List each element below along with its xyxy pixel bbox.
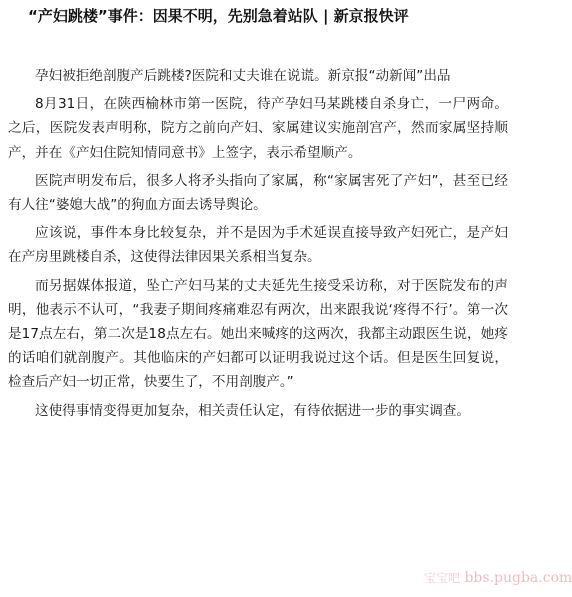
site-watermark — [424, 569, 572, 586]
article-paragraph: 8月31日，在陕西榆林市第一医院，待产孕妇马某跳楼自杀身亡，一尸两命。之后，医院发表声明称，院方之前向产妇、家属建议实施剖宫产，然而家属坚持顺产，并在《产妇住院知情同意书》上签字，表示希望顺产。 — [8, 96, 508, 161]
article-paragraph: 而另据媒体报道，坠亡产妇马某的丈夫延先生接受采访称，对于医院发布的声明，他表示不认可，“我妻子期间疼痛难忍有两次，出来跟我说‘疼得不行’。第一次是17点左右，第二次是18点左右。她出来喊疼的这两次，我都主动跟医生说，她疼的话咱们就剖腹产。其他临床的产妇都可以证明我说过这个话。但是医生回复说，检查后产妇一切正常，快要生了，不用剖腹产。” — [8, 277, 508, 391]
article-body — [8, 64, 508, 427]
article-paragraph: 医院声明发布后，很多人将矛头指向了家属，称“家属害死了产妇”，甚至已经有人往“婆媳大战”的狗血方面去诱导舆论。 — [8, 172, 508, 214]
article-headline: “产妇跳楼”事件：因果不明，先别急着站队 | 新京报快评 — [28, 7, 409, 25]
watermark-cn-text: 宝宝吧 — [424, 571, 461, 585]
watermark-site-text: bbs.pugba.com — [464, 570, 572, 586]
article-paragraph: 这使得事情变得更加复杂，相关责任认定，有待依据进一步的事实调查。 — [35, 402, 470, 419]
article-paragraph: 孕妇被拒绝剖腹产后跳楼?医院和丈夫谁在说谎。新京报“动新闻”出品 — [35, 68, 451, 84]
article-paragraph: 应该说，事件本身比较复杂，并不是因为手术延误直接导致产妇死亡，是产妇在产房里跳楼自杀，这使得法律因果关系相当复杂。 — [8, 225, 508, 266]
